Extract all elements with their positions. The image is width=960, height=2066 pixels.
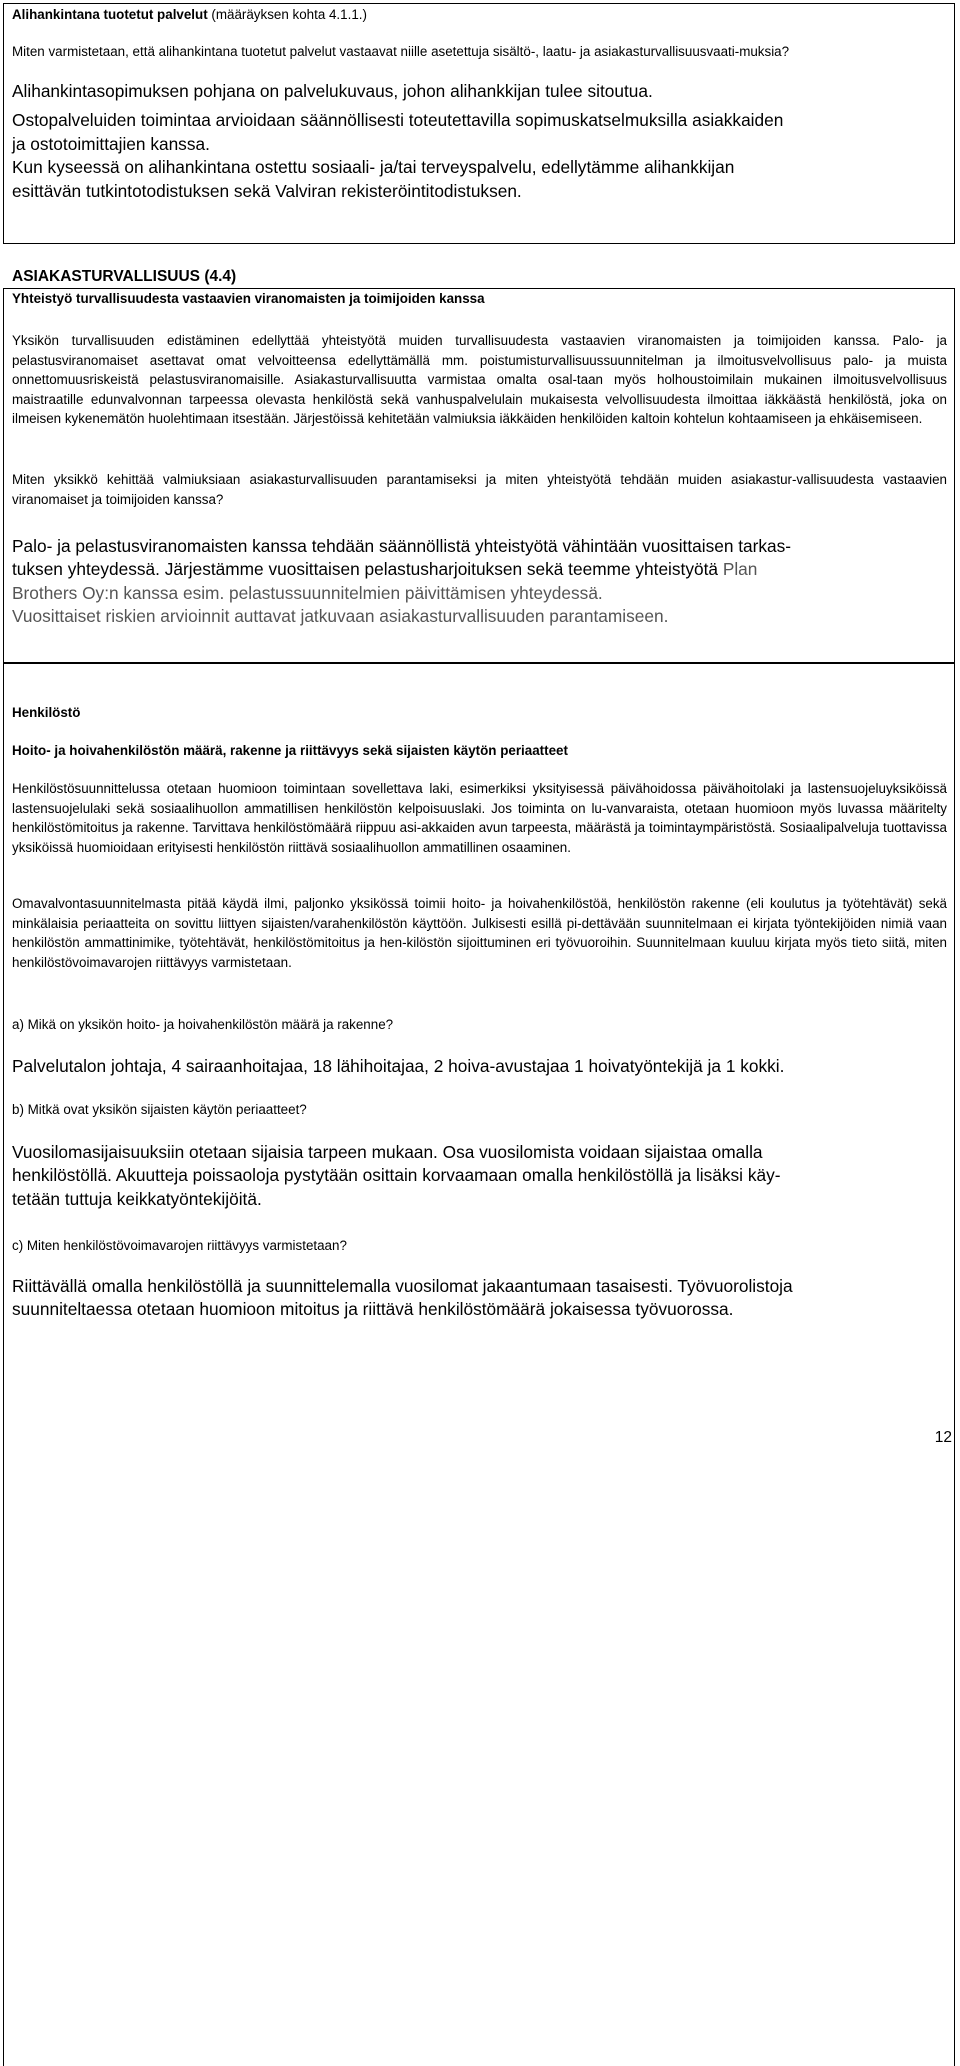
answer-line: henkilöstöllä. Akuutteja poissaoloja pystytään osittain korvaamaan omalla henkilöstöllä ja lisäksi käy- (12, 1165, 781, 1186)
client-safety-heading: ASIAKASTURVALLISUUS (4.4) (12, 268, 237, 285)
subcontracting-question: Miten varmistetaan, että alihankintana tuotetut palvelut vastaavat niille asetettuja sisältö-, laatu- ja asiakasturvallisuusvaati-muksia? (12, 44, 790, 59)
question-c: c) Miten henkilöstövoimavarojen riittävyys varmistetaan? (12, 1238, 347, 1253)
answer-b (12, 1141, 947, 1211)
question-a: a) Mikä on yksikön hoito- ja hoivahenkilöstön määrä ja rakenne? (12, 1017, 394, 1032)
page-number: 12 (934, 1429, 952, 1446)
answer-line: ja ostotoimittajien kanssa. (12, 133, 210, 154)
answer-line: tuksen yhteydessä. Järjestämme vuosittaisen pelastusharjoituksen sekä teemme yhteistyötä Plan (12, 559, 758, 580)
personnel-subheading: Hoito- ja hoivahenkilöstön määrä, rakenne ja riittävyys sekä sijaisten käytön periaatteet (12, 743, 568, 758)
answer-a: Palvelutalon johtaja, 4 sairaanhoitajaa, 18 lähihoitajaa, 2 hoiva-avustajaa 1 hoivatyöntekijä ja 1 kokki. (12, 1056, 785, 1076)
answer-line: Riittävällä omalla henkilöstöllä ja suunnittelemalla vuosilomat jakaantumaan tasaisesti. Työvuorolistoja (12, 1276, 793, 1296)
client-safety-question: Miten yksikkö kehittää valmiuksiaan asiakasturvallisuuden parantamiseksi ja miten yhteistyötä tehdään muiden asiakastur-vallisuudesta vastaavien viranomaiset ja toimijoiden kanssa? (12, 472, 947, 507)
answer-line: Ostopalveluiden toimintaa arvioidaan säännöllisesti toteutettavilla sopimuskatselmuksilla asiakkaiden (12, 110, 784, 131)
personnel-box (3, 663, 955, 2066)
answer-line: Vuosittaiset riskien arvioinnit auttavat jatkuvaan asiakasturvallisuuden parantamiseen. (12, 606, 669, 627)
client-safety-answer (12, 535, 947, 629)
question-b: b) Mitkä ovat yksikön sijaisten käytön periaatteet? (12, 1102, 307, 1117)
answer-c (12, 1275, 947, 1322)
answer-line: Brothers Oy:n kanssa esim. pelastussuunnitelmien päivittämisen yhteydessä. (12, 582, 603, 603)
answer-line: suunniteltaessa otetaan huomioon mitoitus ja riittävä henkilöstömäärä jokaisessa työvuorossa. (12, 1299, 734, 1320)
subcontracting-title: Alihankintana tuotetut palvelut (määräyksen kohta 4.1.1.) (12, 7, 367, 22)
answer-line: Kun kyseessä on alihankintana ostettu sosiaali- ja/tai terveyspalvelu, edellytämme alihankkijan (12, 157, 735, 178)
answer-line: Alihankintasopimuksen pohjana on palvelukuvaus, johon alihankkijan tulee sitoutua. (12, 81, 653, 101)
client-safety-subheading: Yhteistyö turvallisuudesta vastaavien viranomaisten ja toimijoiden kanssa (12, 291, 485, 306)
client-safety-body: Yksikön turvallisuuden edistäminen edellyttää yhteistyötä muiden turvallisuudesta vastaavien viranomaisten ja toimijoiden kanssa. Palo- ja pelastusviranomaiset asettavat omat velvoitteensa edellyttämällä mm. poistumisturvallisuussuunnitelman ja ilmoitusvelvollisuus palo- ja muista onnettomuusriskeistä pelastusviranomaisille. Asiakasturvallisuutta varmistaa omalta osal-taan myös holhoustoimilain mukainen ilmoitusvelvollisuus maistraatille edunvalvonnan tarpeessa olevasta henkilöstä sekä vanhuspalvelulain mukaisesta velvollisuudesta ilmoittaa iäkkäästä henkilöstä, joka on ilmeisen kykenemätön huolehtimaan itsestään. Järjestöissä kehitetään valmiuksia iäkkäiden henkilöiden kaltoin kohtelun kohtaamiseen ja ehkäisemiseen. (12, 333, 947, 426)
personnel-heading: Henkilöstö (12, 705, 81, 720)
answer-line: tetään tuttuja keikkatyöntekijöitä. (12, 1188, 262, 1209)
answer-line: esittävän tutkintotodistuksen sekä Valviran rekisteröintitodistuksen. (12, 180, 522, 201)
answer-line: Palo- ja pelastusviranomaisten kanssa tehdään säännöllistä yhteistyötä vähintään vuosittaisen tarkas- (12, 536, 792, 556)
subcontracting-answer (12, 80, 947, 203)
personnel-para-1: Henkilöstösuunnittelussa otetaan huomioon toimintaan sovellettava laki, esimerkiksi yksityisessä päivähoidossa päivähoitolaki ja lastensuojeluyksiköissä lastensuojelulaki sekä sosiaalihuollon ammatillisen henkilöstön kelpoisuuslaki. Jos toiminta on lu-vanvaraista, otetaan huomioon myös luvassa määritelty henkilöstömitoitus ja rakenne. Tarvittava henkilöstömäärä riippuu asi-akkaiden avun tarpeesta, määrästä ja toimintaympäristöstä. Sosiaalipalveluja tuottavissa yksiköissä huomioidaan erityisesti henkilöstön riittävä sosiaalihuollon ammatillinen osaaminen. (12, 781, 947, 855)
answer-line: Vuosilomasijaisuuksiin otetaan sijaisia tarpeen mukaan. Osa vuosilomista voidaan sijaistaa omalla (12, 1142, 763, 1162)
personnel-para-2: Omavalvontasuunnitelmasta pitää käydä ilmi, paljonko yksikössä toimii hoito- ja hoivahenkilöstöä, henkilöstön rakenne (eli koulutus ja työtehtävät) sekä minkälaisia periaatteita on sovittu liittyen sijaisten/varahenkilöstön käyttöön. Julkisesti esillä pi-dettävään suunnitelmaan ei kirjata työntekijöiden nimiä vaan henkilöstön ammattinimike, työtehtävät, henkilöstömitoitus ja hen-kilöstön sijoittuminen eri työvuoroihin. Suunnitelmaan kuuluu kirjata myös tieto siitä, miten henkilöstövoimavarojen riittävyys varmistetaan. (12, 896, 947, 970)
